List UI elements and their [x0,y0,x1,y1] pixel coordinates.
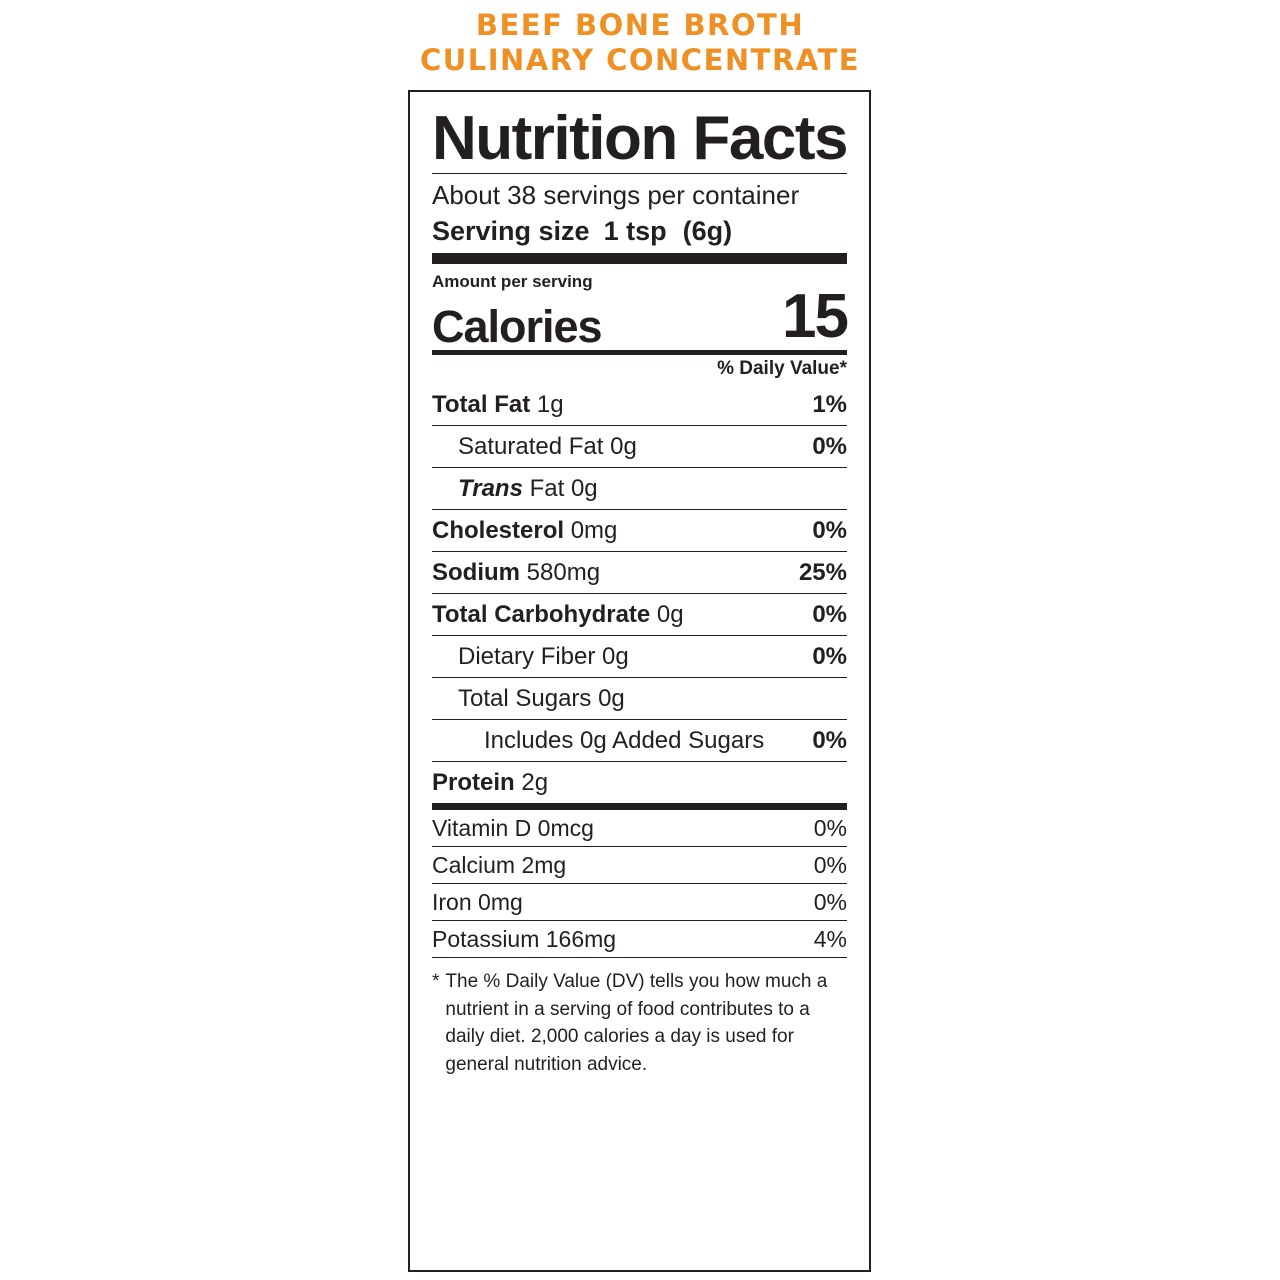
calories-label: Calories [432,300,602,352]
nutrient-name: Cholesterol 0mg [432,517,618,545]
product-heading [0,0,1280,79]
nutrient-name: Total Fat 1g [432,391,564,419]
nutrient-name: Saturated Fat 0g [458,433,637,461]
vitamin-dv: 0% [813,815,847,842]
footnote [432,958,847,1078]
daily-value-header: % Daily Value* [717,358,847,380]
vitamin-name: Calcium 2mg [432,852,567,879]
nutrient-dv: 25% [798,559,847,587]
serving-size-row [432,213,847,253]
nutrient-dv: 1% [812,391,847,419]
nutrient-name: Protein 2g [432,769,549,797]
vitamin-row [432,847,847,884]
nutrient-dv: 0% [812,727,847,755]
divider-serving [432,253,847,264]
divider-vitamins [432,803,847,810]
nutrient-dv: 0% [812,517,847,545]
nutrient-name: Dietary Fiber 0g [458,643,629,671]
nutrient-row [432,594,847,636]
calories-value: 15 [782,282,847,352]
vitamin-name: Iron 0mg [432,889,523,916]
nutrient-name: Includes 0g Added Sugars [484,727,765,755]
nutrient-row [432,720,847,762]
servings-per-container: About 38 servings per container [432,180,800,211]
vitamin-dv: 0% [813,889,847,916]
nutrient-dv: 0% [812,643,847,671]
nutrient-name: Sodium 580mg [432,559,601,587]
nutrient-row [432,678,847,720]
nutrient-row [432,552,847,594]
nutrient-row [432,762,847,803]
nutrient-name: Total Carbohydrate 0g [432,601,684,629]
amount-per-serving-label: Amount per serving [432,272,593,292]
nutrient-row [432,510,847,552]
serving-size-value: 1 tsp [603,216,667,247]
nutrient-row [432,636,847,678]
nutrient-name: Total Sugars 0g [458,685,625,713]
vitamin-dv: 0% [813,852,847,879]
nutrition-facts-panel [408,90,871,1272]
vitamin-dv: 4% [813,926,847,953]
nutrient-dv: 0% [812,601,847,629]
vitamin-row [432,810,847,847]
vitamin-name: Vitamin D 0mcg [432,815,594,842]
product-name-line-2: CULINARY CONCENTRATE [419,43,861,78]
footnote-text: The % Daily Value (DV) tells you how much a nutrient in a serving of food contributes to a daily diet. 2,000 calories a day is used for general nutrition advice. [445,971,828,1075]
footnote-star: * [432,971,440,993]
nutrient-row [432,426,847,468]
nutrient-row [432,384,847,426]
vitamin-name: Potassium 166mg [432,926,617,953]
nutrient-dv: 0% [812,433,847,461]
vitamin-row [432,884,847,921]
serving-size-label: Serving size [432,216,590,247]
nutrition-facts-title: Nutrition Facts [432,104,847,173]
product-name-line-1: BEEF BONE BROTH [475,8,805,42]
vitamin-row [432,921,847,958]
nutrient-row [432,468,847,510]
nutrient-name: Trans Fat 0g [458,475,598,503]
serving-size-weight: (6g) [682,216,733,247]
